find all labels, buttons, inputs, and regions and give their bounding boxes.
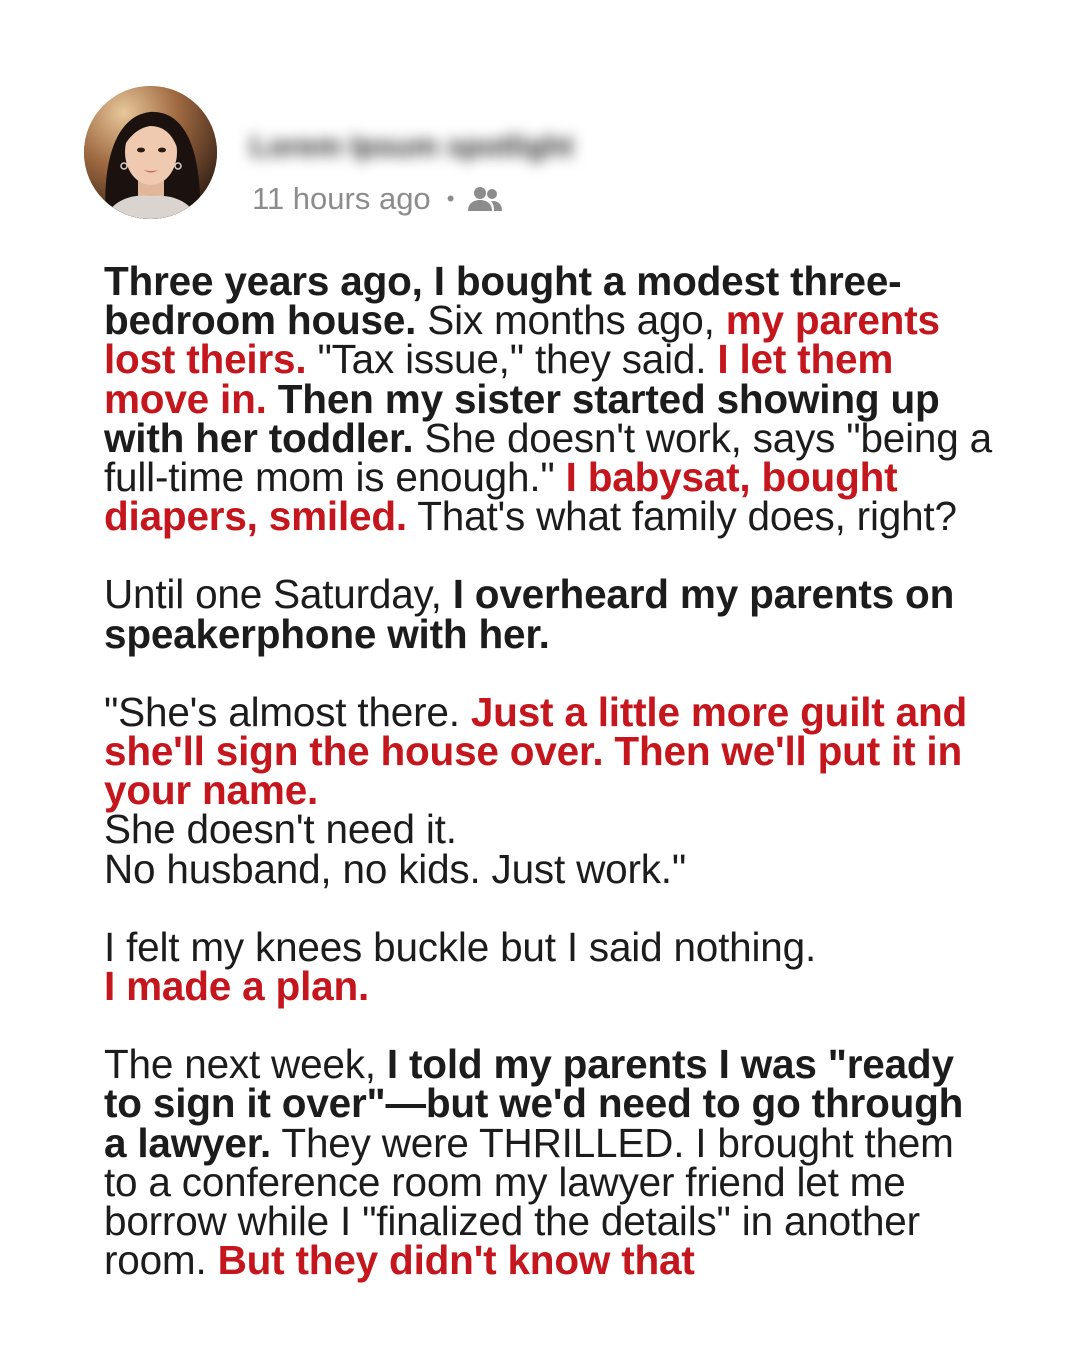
body-text: She doesn't work, says "being a full-time mom is enough." (104, 414, 992, 501)
story-paragraph (104, 688, 994, 892)
body-text: She doesn't need it. (104, 806, 457, 853)
highlight-red-text: I let them move in. (104, 336, 894, 422)
story-paragraph (104, 258, 994, 540)
post-meta (252, 182, 504, 216)
body-text: I felt my knees buckle but I said nothing. (104, 923, 816, 970)
story-paragraph (104, 923, 994, 1010)
avatar-portrait-icon (84, 86, 217, 219)
bold-text: I overheard my parents on speakerphone with her. (104, 571, 955, 657)
body-text: "She's almost there. (104, 688, 471, 735)
story-body (104, 258, 994, 1319)
body-text: The next week, (104, 1041, 387, 1088)
highlight-red-text: Just a little more guilt and she'll sign the house over. Then we'll put it in your name. (104, 688, 968, 814)
bold-text: Three years ago, I bought a modest three-bedroom house. (104, 258, 902, 344)
meta-separator: • (446, 186, 455, 211)
highlight-red-text: I made a plan. (104, 963, 370, 1010)
body-text: No husband, no kids. Just work." (104, 845, 687, 892)
highlight-red-text: my parents lost theirs. (104, 297, 940, 383)
body-text: That's what family does, right? (406, 493, 957, 540)
avatar[interactable] (84, 86, 217, 219)
story-paragraph (104, 571, 994, 657)
highlight-red-text: I babysat, bought diapers, smiled. (104, 454, 898, 540)
bold-text: Then my sister started showing up with her toddler. (104, 375, 940, 461)
body-text: Six months ago, (416, 297, 726, 344)
body-text: Until one Saturday, (104, 571, 453, 618)
friends-icon[interactable] (466, 185, 504, 213)
body-text: "Tax issue," they said. (306, 336, 718, 383)
bold-text: I told my parents I was "ready to sign it over"—but we'd need to go through a lawyer. (104, 1041, 964, 1166)
post-timestamp[interactable]: 11 hours ago (252, 181, 431, 216)
body-text: They were THRILLED. I brought them to a conference room my lawyer friend let me borrow while I "finalized the details" in another room. (104, 1119, 954, 1284)
story-paragraph (104, 1041, 994, 1284)
post-header (84, 86, 784, 220)
highlight-red-text: But they didn't know that (217, 1237, 695, 1284)
author-name[interactable]: Lorem Ipsum spotlight (250, 130, 574, 163)
